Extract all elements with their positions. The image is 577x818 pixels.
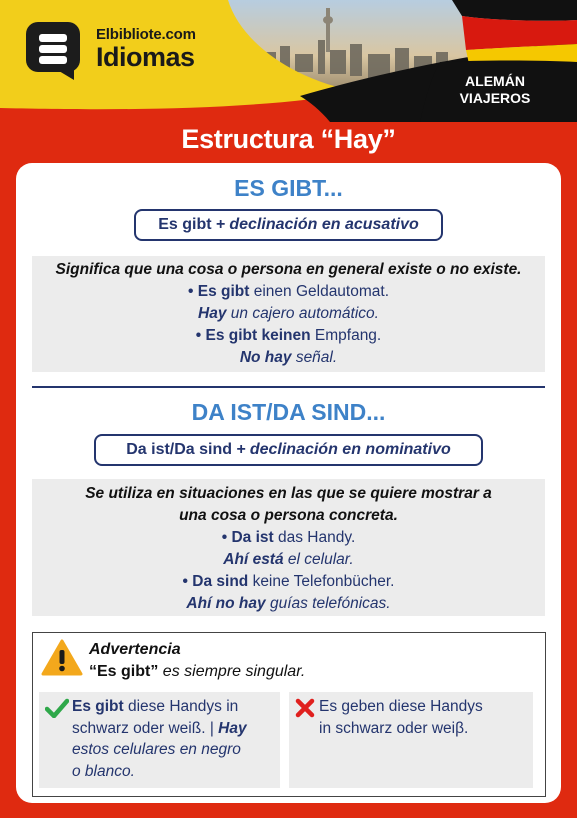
warning-title: Advertencia (89, 641, 181, 658)
header-banner (0, 0, 577, 122)
section-title-es-gibt: ES GIBT... (234, 175, 343, 201)
formula-plain: Da ist/Da sind + (126, 441, 246, 458)
section-title-da-ist: DA IST/DA SIND... (191, 399, 386, 425)
formula-italic: declinación en nominativo (249, 441, 451, 458)
explanation-box-da-ist (32, 479, 545, 616)
explanation-text: Significa que una cosa o persona en general existe o no existe. (55, 261, 522, 278)
explanation-box-es-gibt (32, 256, 545, 372)
content-card (16, 163, 561, 803)
language-tag (449, 73, 541, 107)
logo-icon (24, 20, 84, 82)
brand-site: Elbibliote.com (96, 26, 196, 43)
formula-es-gibt (134, 209, 443, 241)
translation-line: No hay señal. (239, 349, 338, 366)
example-line: • Da ist das Handy. (221, 529, 356, 546)
correct-example-text: Es gibt diese Handys in schwarz oder weiß. | Hay estos celulares en negro o blanco. (72, 698, 247, 780)
check-icon (45, 698, 69, 718)
warning-icon (41, 639, 83, 677)
warning-text: “Es gibt” es siempre singular. (89, 663, 306, 680)
page-title: Estructura “Hay” (181, 124, 396, 154)
section-divider (32, 386, 545, 388)
formula-plain: Es gibt + (158, 216, 226, 233)
warning-box (32, 632, 546, 797)
wrong-example (289, 692, 533, 788)
brand (96, 26, 196, 71)
example-line: • Es gibt einen Geldautomat. (187, 283, 390, 300)
correct-example (39, 692, 280, 788)
translation-line: Ahí no hay guías telefónicas. (186, 595, 391, 612)
tag-language: ALEMÁN (465, 73, 525, 89)
explanation-text: una cosa o persona concreta. (179, 507, 398, 524)
example-line: • Es gibt keinen Empfang. (195, 327, 382, 344)
translation-line: Hay un cajero automático. (198, 305, 379, 322)
explanation-text: Se utiliza en situaciones en las que se quiere mostrar a (85, 485, 492, 502)
formula-da-ist (94, 434, 483, 466)
formula-italic: declinación en acusativo (229, 216, 419, 233)
brand-name: Idiomas (96, 42, 195, 72)
example-line: • Da sind keine Telefonbücher. (182, 573, 395, 590)
translation-line: Ahí está el celular. (223, 551, 354, 568)
tag-audience: VIAJEROS (459, 90, 531, 106)
wrong-example-text: Es geben diese Handys in schwarz oder weiβ. (319, 698, 483, 737)
cross-icon (295, 698, 315, 718)
